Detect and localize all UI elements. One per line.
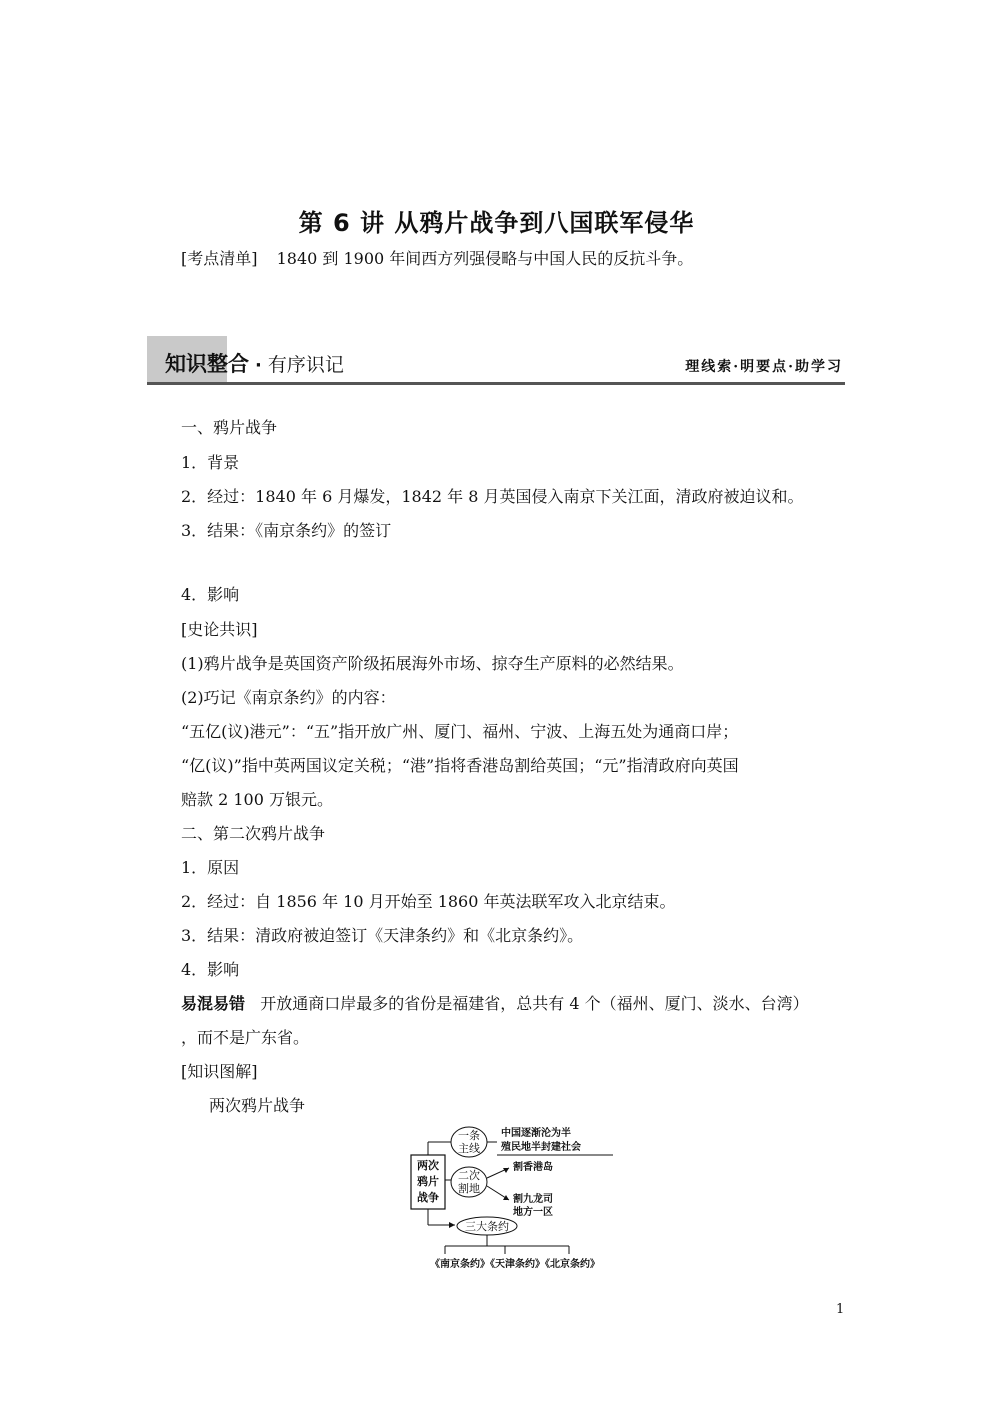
- consensus-label: [史论共识]: [181, 620, 258, 639]
- mnemonic-line-1: “五亿(议)港元”：“五”指开放广州、厦门、福州、宁波、上海五处为通商口岸；: [181, 722, 739, 741]
- item-cause: 1．原因: [181, 858, 240, 877]
- diagram-label: [知识图解]: [181, 1062, 258, 1081]
- diagram-mainline-1: 一条: [458, 1129, 480, 1142]
- diagram-box-line-3: 战争: [417, 1191, 439, 1204]
- confusion-label: 易混易错: [181, 994, 246, 1013]
- diagram-mainline-text-2: 殖民地半封建社会: [501, 1142, 581, 1153]
- diagram-arrowhead-kowloon: [503, 1195, 509, 1200]
- diagram-cede-2: 割地: [458, 1182, 480, 1195]
- exam-scope: [181, 246, 693, 269]
- item-result: 3．结果：《南京条约》的签订: [181, 521, 392, 540]
- diagram-mainline-text-1: 中国逐渐沦为半: [501, 1128, 571, 1139]
- diagram-cede-kowloon-2: 地方一区: [513, 1207, 553, 1218]
- item-impact-2: 4．影响: [181, 960, 240, 979]
- banner-sub: 有序识记: [267, 354, 344, 376]
- diagram-cede-hk: 割香港岛: [513, 1162, 553, 1173]
- diagram-treaty-list: 《南京条约》《天津条约》《北京条约》: [430, 1259, 600, 1270]
- section-banner: [147, 336, 845, 385]
- opium-war-diagram: [405, 1120, 625, 1275]
- page-title: 第 6 讲 从鸦片战争到八国联军侵华: [298, 209, 695, 237]
- mnemonic-line-3: 赔款 2 100 万银元。: [181, 790, 333, 809]
- diagram-caption: 两次鸦片战争: [209, 1096, 306, 1115]
- banner-main: 知识整合: [165, 352, 249, 376]
- page-number: 1: [836, 1302, 845, 1317]
- diagram-mainline-2: 主线: [458, 1142, 480, 1155]
- exam-scope-tag: [考点清单]: [181, 249, 258, 268]
- diagram-treaties: 三大条约: [465, 1220, 509, 1233]
- item-background: 1．背景: [181, 453, 240, 472]
- diagram-cede-kowloon-1: 割九龙司: [513, 1194, 553, 1205]
- item-result-2: 3．结果：清政府被迫签订《天津条约》和《北京条约》。: [181, 926, 584, 945]
- item-process-2: 2．经过：自 1856 年 10 月开始至 1860 年英法联军攻入北京结束。: [181, 892, 676, 911]
- mnemonic-line-2: “亿(议)”指中英两国议定关税；“港”指将香港岛割给英国；“元”指清政府向英国: [181, 756, 739, 775]
- confusion-text: 开放通商口岸最多的省份是福建省，总共有 4 个（福州、厦门、淡水、台湾）: [260, 994, 809, 1013]
- item-process: 2．经过：1840 年 6 月爆发，1842 年 8 月英国侵入南京下关江面，清政府被迫议和。: [181, 487, 804, 506]
- banner-heading: [165, 348, 344, 378]
- diagram-box-line-2: 鸦片: [417, 1175, 439, 1188]
- exam-scope-text: 1840 到 1900 年间西方列强侵略与中国人民的反抗斗争。: [276, 249, 694, 268]
- confusion-note: [181, 991, 809, 1014]
- banner-slogan: 理线索·明要点·助学习: [685, 359, 843, 375]
- heading-second-opium-war: 二、第二次鸦片战争: [181, 824, 326, 843]
- diagram-box-line-1: 两次: [417, 1159, 439, 1172]
- diagram-arrowhead-treaty: [449, 1222, 455, 1228]
- item-impact: 4．影响: [181, 585, 240, 604]
- heading-opium-war: 一、鸦片战争: [181, 418, 278, 437]
- confusion-note-cont: ，而不是广东省。: [181, 1028, 310, 1047]
- consensus-2: (2)巧记《南京条约》的内容：: [181, 688, 396, 707]
- diagram-cede-1: 二次: [458, 1169, 480, 1182]
- consensus-1: (1)鸦片战争是英国资产阶级拓展海外市场、掠夺生产原料的必然结果。: [181, 654, 684, 673]
- banner-dot: ·: [255, 355, 262, 376]
